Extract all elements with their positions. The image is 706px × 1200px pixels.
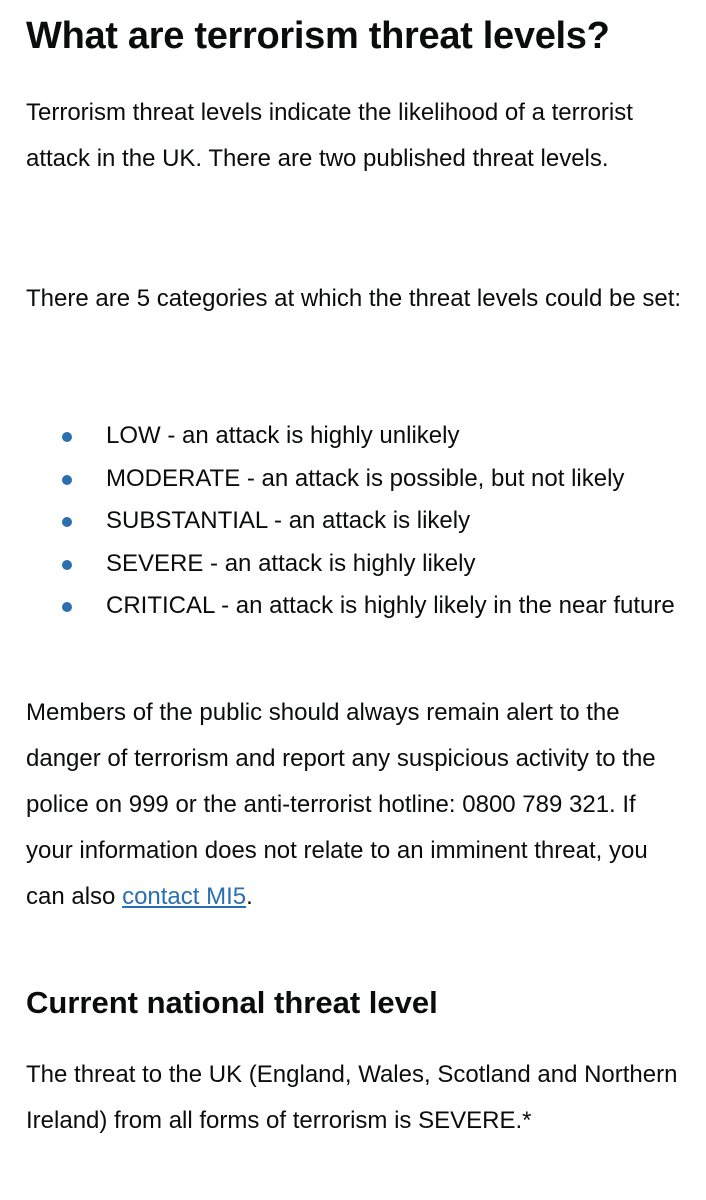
list-item <box>26 500 686 543</box>
page-title: What are terrorism threat levels? <box>26 15 610 57</box>
list-item-text: MODERATE - an attack is possible, but not likely <box>106 464 625 492</box>
threat-levels-list <box>26 415 686 628</box>
bullet-icon <box>62 432 72 442</box>
categories-intro-paragraph: There are 5 categories at which the threat levels could be set: <box>26 285 682 312</box>
bullet-icon <box>62 560 72 570</box>
bullet-icon <box>62 517 72 527</box>
intro-paragraph: Terrorism threat levels indicate the likelihood of a terrorist attack in the UK. There are two published threat levels. <box>26 99 633 172</box>
advice-text: Members of the public should always remain alert to the danger of terrorism and report any suspicious activity to the police on 999 or the anti-terrorist hotline: 0800 789 321. If your information does not relate to an imminent threat, you can also <box>26 699 656 910</box>
list-item <box>26 458 686 501</box>
list-item-text: CRITICAL - an attack is highly likely in the near future <box>106 592 675 619</box>
list-item <box>26 585 686 628</box>
list-item <box>26 415 686 458</box>
bullet-icon <box>62 475 72 485</box>
advice-paragraph <box>26 690 686 920</box>
list-item <box>26 543 686 586</box>
list-item-text: SEVERE - an attack is highly likely <box>106 549 476 577</box>
advice-text-end: . <box>246 883 253 910</box>
list-item-text: LOW - an attack is highly unlikely <box>106 422 460 449</box>
contact-mi5-link[interactable]: contact MI5 <box>122 883 247 910</box>
list-item-text: SUBSTANTIAL - an attack is likely <box>106 507 471 534</box>
bullet-icon <box>62 602 72 612</box>
section-heading-current-level: Current national threat level <box>26 985 438 1020</box>
current-level-paragraph: The threat to the UK (England, Wales, Scotland and Northern Ireland) from all forms of terrorism is SEVERE.* <box>26 1061 678 1134</box>
